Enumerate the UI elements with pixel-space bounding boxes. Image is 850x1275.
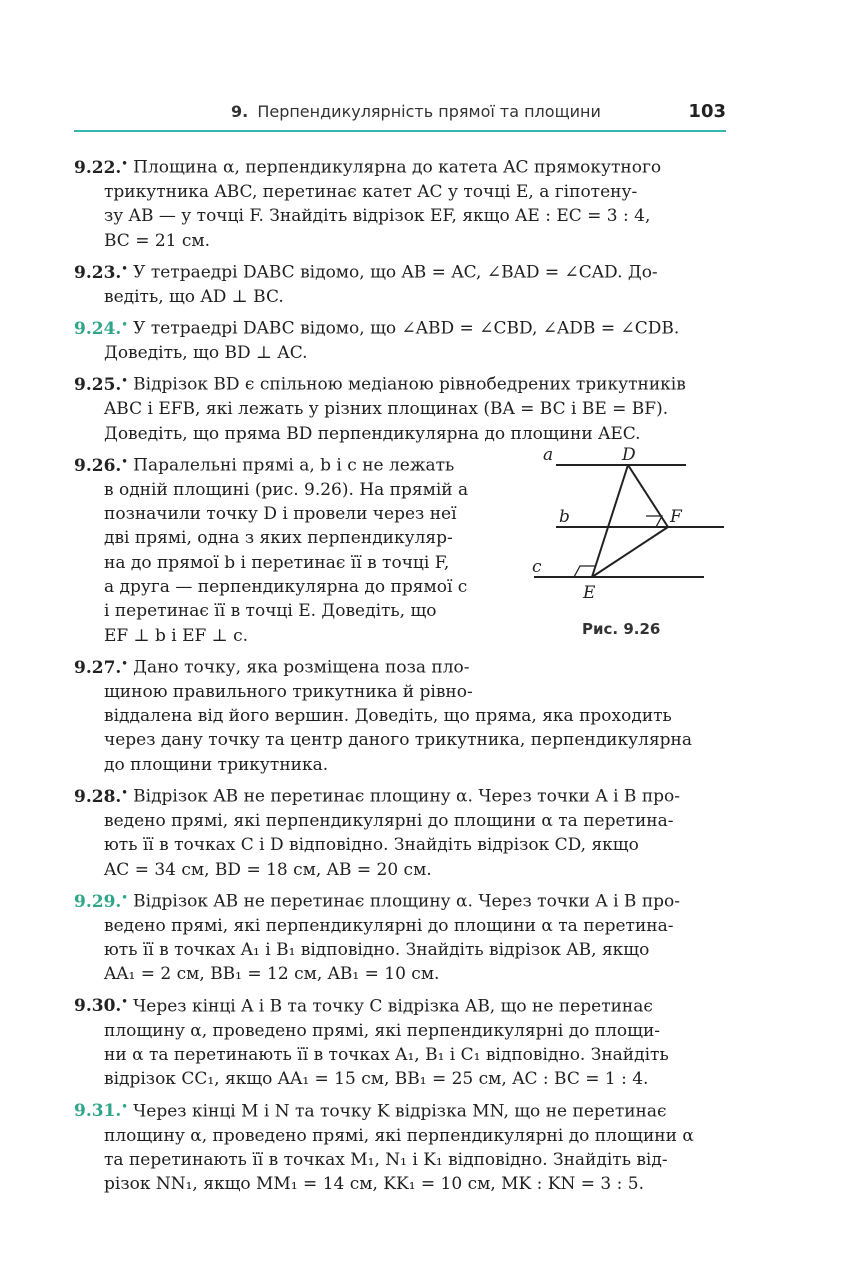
label-D: D [622,445,636,465]
problem-line [74,962,726,986]
problem-text: площину α, проведено прямі, які перпендикулярні до площини α [104,1125,694,1146]
problem-line [74,369,726,397]
figure-caption: Рис. 9.26 [582,620,661,638]
problem-line [74,551,506,575]
problem-line [74,1124,726,1148]
problem-text: У тетраедрі DABC відомо, що ∠ABD = ∠CBD, ∠ADB = ∠CDB. [133,318,680,339]
problem-9-25 [74,369,726,446]
problem-line [74,1096,726,1124]
right-angle-F [646,516,662,527]
problem-line [74,478,506,502]
problem-text: різок NN₁, якщо MM₁ = 14 см, KK₁ = 10 см, MK : KN = 3 : 5. [104,1174,644,1195]
problem-text: У тетраедрі DABC відомо, що AB = AC, ∠BAD = ∠CAD. До- [133,262,658,283]
figure-9-26 [528,438,728,648]
problem-line [74,781,726,809]
problem-line [74,397,726,421]
problem-line [74,341,726,365]
problem-number [74,456,128,476]
problem-number-text: 9.24. [74,318,122,339]
problem-text: ведено прямі, які перпендикулярні до площини α та перетина- [104,811,674,832]
problem-line [74,502,506,526]
difficulty-marker: • [121,319,128,331]
problem-text: ни α та перетинають її в точках A₁, B₁ і C₁ відповідно. Знайдіть [104,1045,669,1065]
chapter-title-text: Перпендикулярність прямої та площини [257,102,601,121]
problem-line [74,624,506,648]
problem-text: через дану точку та центр даного трикутника, перпендикулярна [104,730,693,751]
segment-EF [592,527,668,577]
problem-number [74,996,128,1016]
problem-line [74,886,726,914]
problem-number [74,787,128,807]
problem-number-text: 9.30. [74,996,122,1017]
problem-line [74,914,726,938]
problem-text: EF ⊥ b і EF ⊥ c. [104,625,249,646]
problem-text: ABC і EFB, які лежать у різних площинах (BA = BC і BE = BF). [104,399,669,420]
problem-line [74,526,506,550]
problem-number-text: 9.27. [74,657,122,678]
problem-line [74,450,506,478]
problem-line [74,728,726,752]
problem-number-text: 9.22. [74,157,122,178]
problem-text: віддалена від його вершин. Доведіть, що пряма, яка проходить [104,706,672,727]
problem-text: BC = 21 см. [104,230,211,251]
difficulty-marker: • [121,657,128,669]
problem-text: а друга — перпендикулярна до прямої c [104,577,468,598]
problem-line [74,652,504,680]
label-E: E [583,583,596,603]
problem-9-28 [74,781,726,882]
problem-number [74,892,128,912]
chapter-number: 9. [231,102,249,121]
problem-line [74,1148,726,1172]
problem-text: Відрізок AB не перетинає площину α. Через точки A і B про- [133,786,681,807]
difficulty-marker: • [121,891,128,903]
problem-text: AA₁ = 2 см, BB₁ = 12 см, AB₁ = 10 см. [104,964,440,985]
problem-line [74,704,726,728]
problem-text: Дано точку, яка розміщена поза пло- [133,657,470,678]
problem-line [74,938,726,962]
problem-line [74,575,506,599]
problem-line [74,180,726,204]
problem-text: AC = 34 см, BD = 18 см, AB = 20 см. [104,859,432,880]
page-header [74,96,726,132]
problem-text: Через кінці A і B та точку C відрізка AB, що не перетинає [133,996,653,1017]
problem-line [74,152,726,180]
difficulty-marker: • [121,455,128,467]
problem-text: та перетинають її в точках M₁, N₁ і K₁ відповідно. Знайдіть від- [104,1149,668,1170]
difficulty-marker: • [121,158,128,169]
chapter-title [231,102,601,121]
problem-text: в одній площині (рис. 9.26). На прямій a [104,479,469,500]
problem-text: дві прямі, одна з яких перпендикуляр- [104,528,453,549]
problem-number [74,658,128,678]
problem-text: трикутника ABC, перетинає катет AC у точці E, а гіпотену- [104,181,638,202]
difficulty-marker: • [121,1101,128,1113]
problem-line [74,313,726,341]
problem-number-text: 9.29. [74,891,122,912]
problem-line [74,599,506,623]
page-number: 103 [688,101,726,122]
problem-text: щиною правильного трикутника й рівно- [104,681,473,702]
problem-number-text: 9.25. [74,375,122,395]
segment-DF [628,465,668,527]
problem-text: Доведіть, що пряма BD перпендикулярна до площини AEC. [104,423,641,444]
problem-number-text: 9.28. [74,786,122,807]
difficulty-marker: • [121,787,128,799]
problem-line [74,1067,726,1091]
problem-line [74,285,726,309]
problem-9-26 [74,450,506,648]
problem-9-24 [74,313,726,365]
problem-number [74,375,128,395]
problem-line [74,1043,726,1067]
problem-text: ведіть, що AD ⊥ BC. [104,286,284,307]
difficulty-marker: • [121,375,128,387]
difficulty-marker: • [121,262,128,274]
problem-text: ведено прямі, які перпендикулярні до площини α та перетина- [104,915,674,936]
difficulty-marker: • [121,996,128,1008]
problem-text: ють її в точках A₁ і B₁ відповідно. Знайдіть відрізок AB, якщо [104,940,650,961]
problem-text: до площини трикутника. [104,754,329,775]
problem-number [74,263,128,283]
problem-line [74,204,726,228]
problem-line [74,1172,726,1196]
problem-9-22 [74,152,726,253]
label-b: b [559,507,570,527]
problem-line [74,1019,726,1043]
problem-9-31 [74,1096,726,1197]
problem-text: зу AB — у точці F. Знайдіть відрізок EF, якщо AE : EC = 3 : 4, [104,206,651,227]
problem-text: позначили точку D і провели через неї [104,504,457,525]
problem-text: Площина α, перпендикулярна до катета AC прямокутного [133,157,662,178]
problem-text: ють її в точках C і D відповідно. Знайдіть відрізок CD, якщо [104,835,639,856]
problem-number [74,1101,128,1121]
problem-text: Доведіть, що BD ⊥ AC. [104,343,308,364]
problem-line [74,229,726,253]
problem-text: Відрізок AB не перетинає площину α. Через точки A і B про- [133,891,681,912]
problem-line [74,991,726,1019]
problem-number [74,319,128,339]
problem-text: Відрізок BD є спільною медіаною рівнобедрених трикутників [133,375,686,395]
problem-number [74,158,128,178]
problem-text: відрізок CC₁, якщо AA₁ = 15 см, BB₁ = 25 см, AC : BC = 1 : 4. [104,1069,649,1090]
problem-line [74,753,726,777]
segment-DE [592,465,628,577]
problem-text: Паралельні прямі a, b і c не лежать [133,455,455,476]
problem-number-text: 9.26. [74,455,122,476]
problem-text: Через кінці M і N та точку K відрізка MN, що не перетинає [133,1101,667,1122]
problem-text: площину α, проведено прямі, які перпендикулярні до площи- [104,1020,661,1041]
problem-line [74,833,726,857]
problem-9-23 [74,257,726,309]
problem-text: на до прямої b і перетинає її в точці F, [104,552,450,573]
problems-list [74,152,726,1200]
problem-line [74,257,726,285]
problem-number-text: 9.23. [74,262,122,283]
label-F: F [670,507,682,527]
problem-line [74,680,504,704]
problem-9-27 [74,652,726,777]
problem-text: і перетинає її в точці E. Доведіть, що [104,601,437,622]
label-c: c [532,557,542,577]
problem-number-text: 9.31. [74,1101,122,1122]
problem-line [74,809,726,833]
problem-line [74,858,726,882]
problem-9-29 [74,886,726,987]
problem-9-30 [74,991,726,1092]
label-a: a [543,445,554,465]
